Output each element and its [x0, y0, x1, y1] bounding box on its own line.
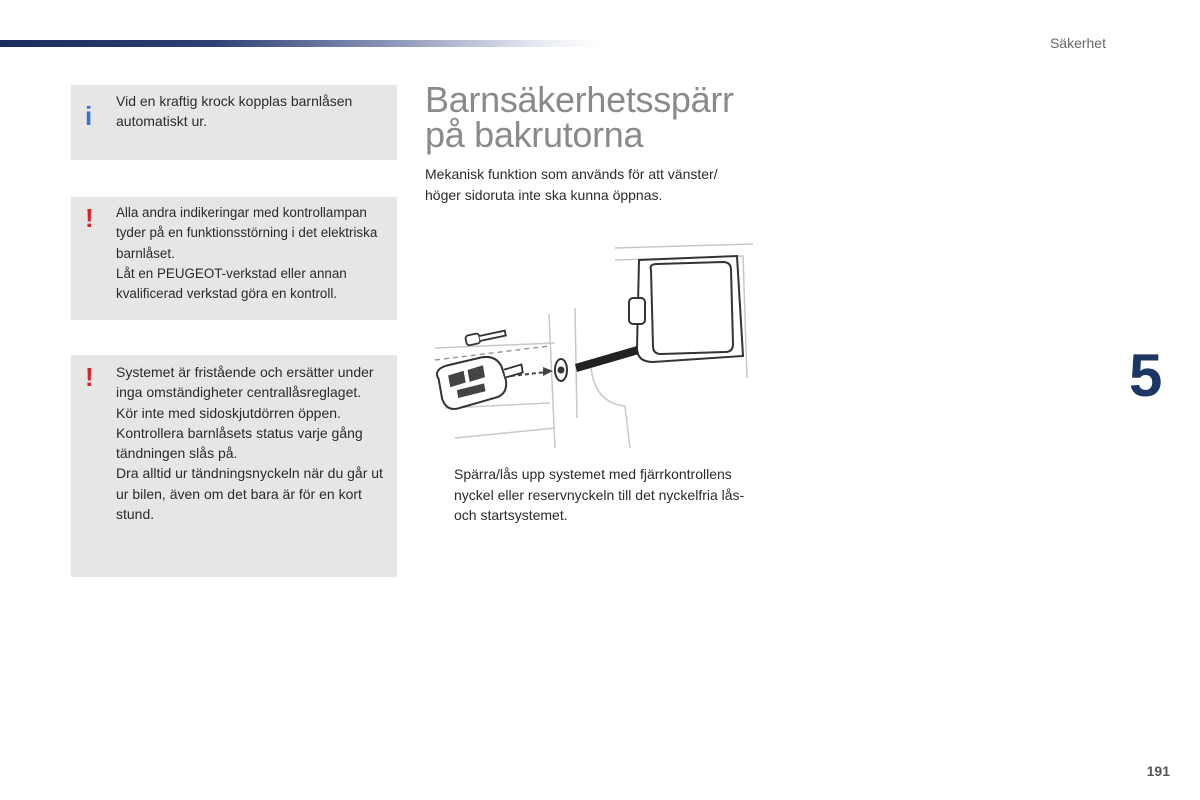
note-line: Dra alltid ur tändningsnyckeln när du går ut ur bilen, även om det bara är för en kort stund.: [116, 465, 383, 523]
section-label: Säkerhet: [1049, 35, 1106, 51]
warning-note-text: [116, 362, 391, 524]
warning-icon: !: [85, 203, 94, 233]
child-lock-illustration: [425, 238, 755, 460]
note-line: Kör inte med sidoskjutdörren öppen.: [116, 404, 341, 421]
info-note-text: [116, 91, 391, 132]
info-note: [71, 85, 397, 160]
instruction-text: Spärra/lås upp systemet med fjärrkontrollens nyckel eller reservnyckeln till det nyckelfria lås- och startsystemet.: [454, 466, 745, 523]
warning-note-text: [116, 203, 391, 304]
note-line: Systemet är fristående och ersätter under inga omständigheter centrallåsreglaget.: [116, 364, 374, 401]
header-accent-bar: [0, 40, 600, 47]
child-lock-drawing: [425, 238, 755, 460]
section-title: [425, 79, 734, 155]
note-line: Låt en PEUGEOT-verkstad eller annan kvalificerad verkstad göra en kontroll.: [116, 265, 347, 302]
note-line: Vid en kraftig krock kopplas barnlåsen automatiskt ur.: [116, 93, 353, 130]
chapter-number: 5: [1129, 342, 1163, 409]
section-intro: Mekanisk funktion som används för att vänster/ höger sidoruta inte ska kunna öppnas.: [425, 166, 718, 203]
section-title-line: på bakrutorna: [425, 114, 644, 155]
info-icon: i: [85, 101, 93, 131]
warning-icon: !: [85, 362, 94, 392]
page-number: 191: [1146, 763, 1170, 779]
section-title-line: Barnsäkerhetsspärr: [425, 79, 734, 120]
warning-note: [71, 355, 397, 577]
warning-note: [71, 197, 397, 320]
instruction-item: [425, 464, 755, 526]
note-line: Alla andra indikeringar med kontrollampan tyder på en funktionsstörning i det elektriska barnlåset.: [116, 205, 378, 261]
note-line: Kontrollera barnlåsets status varje gång tändningen slås på.: [116, 424, 363, 462]
